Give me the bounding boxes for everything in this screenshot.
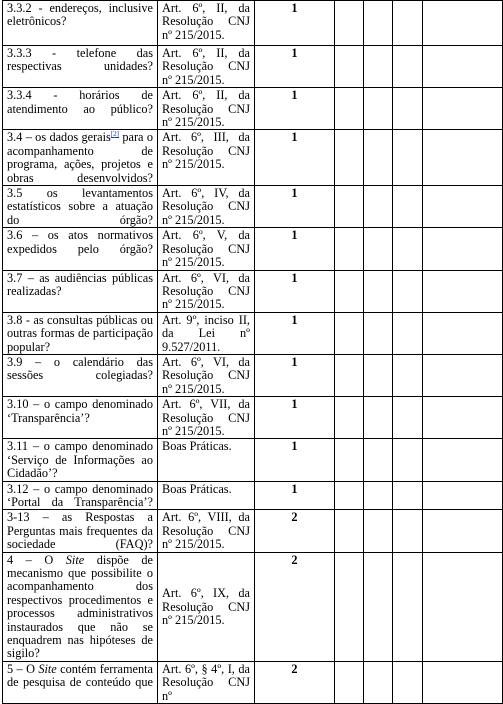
empty-cell xyxy=(423,661,503,703)
question-text: 4 – O xyxy=(7,552,66,567)
table-row xyxy=(3,397,503,439)
empty-cell xyxy=(364,130,393,186)
question-text: contém ferramenta de pesquisa de conteúdo que xyxy=(7,661,153,690)
empty-cell xyxy=(393,312,423,354)
reference-cell: Boas Práticas. xyxy=(158,439,255,481)
empty-cell xyxy=(393,228,423,270)
reference-cell: Art. 6º, II, da Resolução CNJ nº 215/2015. xyxy=(158,88,255,130)
reference-cell: Art. 6º, § 4º, I, da Resolução CNJ nº xyxy=(158,661,255,703)
empty-cell xyxy=(335,186,364,228)
empty-cell xyxy=(393,510,423,552)
empty-cell xyxy=(364,354,393,396)
score-cell: 1 xyxy=(255,228,335,270)
table-row xyxy=(3,130,503,186)
score-cell: 1 xyxy=(255,481,335,510)
empty-cell xyxy=(393,1,423,46)
table-row xyxy=(3,552,503,661)
question-cell: 3.6 – os atos normativos expedidos pelo órgão? xyxy=(3,228,158,270)
empty-cell xyxy=(423,228,503,270)
table-row xyxy=(3,1,503,46)
empty-cell xyxy=(335,661,364,703)
empty-cell xyxy=(335,510,364,552)
score-cell: 1 xyxy=(255,130,335,186)
reference-cell: Art. 6º, II, da Resolução CNJ nº 215/2015. xyxy=(158,1,255,46)
question-cell xyxy=(3,661,158,703)
empty-cell xyxy=(423,439,503,481)
table-row xyxy=(3,439,503,481)
empty-cell xyxy=(423,186,503,228)
empty-cell xyxy=(364,481,393,510)
empty-cell xyxy=(393,354,423,396)
table-row xyxy=(3,228,503,270)
empty-cell xyxy=(423,130,503,186)
empty-cell xyxy=(364,312,393,354)
score-cell: 1 xyxy=(255,270,335,312)
question-text: Site xyxy=(65,552,85,567)
empty-cell xyxy=(423,46,503,88)
empty-cell xyxy=(364,1,393,46)
empty-cell xyxy=(393,46,423,88)
empty-cell xyxy=(335,1,364,46)
empty-cell xyxy=(393,397,423,439)
reference-cell: Art. 6º, VI, da Resolução CNJ nº 215/2015. xyxy=(158,354,255,396)
reference-cell: Art. 6º, VIII, da Resolução CNJ nº 215/2015. xyxy=(158,510,255,552)
empty-cell xyxy=(364,661,393,703)
question-cell: 3.3.3 - telefone das respectivas unidades? xyxy=(3,46,158,88)
empty-cell xyxy=(364,552,393,661)
question-cell xyxy=(3,130,158,186)
question-cell: 3.8 - as consultas públicas ou outras formas de participação popular? xyxy=(3,312,158,354)
question-cell: 3.10 – o campo denominado ‘Transparência’? xyxy=(3,397,158,439)
reference-cell: Art. 6º, V, da Resolução CNJ nº 215/2015. xyxy=(158,228,255,270)
table-row xyxy=(3,88,503,130)
empty-cell xyxy=(423,552,503,661)
reference-cell: Art. 6º, VI, da Resolução CNJ nº 215/2015. xyxy=(158,270,255,312)
reference-cell: Art. 6º, II, da Resolução CNJ nº 215/2015. xyxy=(158,46,255,88)
empty-cell xyxy=(335,439,364,481)
empty-cell xyxy=(393,270,423,312)
question-text: 5 – O xyxy=(7,661,39,676)
empty-cell xyxy=(393,186,423,228)
question-text: dispõe de mecanismo que possibilite o acompanhamento dos respectivos procedimentos e processos administrativos instaurados que não se enquadrem nas hipóteses de sigilo? xyxy=(7,552,153,661)
question-cell xyxy=(3,552,158,661)
empty-cell xyxy=(364,510,393,552)
score-cell: 1 xyxy=(255,46,335,88)
reference-cell: Boas Práticas. xyxy=(158,481,255,510)
score-cell: 2 xyxy=(255,552,335,661)
empty-cell xyxy=(364,228,393,270)
empty-cell xyxy=(423,270,503,312)
score-cell: 1 xyxy=(255,186,335,228)
question-cell: 3.5 os levantamentos estatísticos sobre a atuação do órgão? xyxy=(3,186,158,228)
table-row xyxy=(3,270,503,312)
score-cell: 1 xyxy=(255,439,335,481)
empty-cell xyxy=(335,88,364,130)
empty-cell xyxy=(423,88,503,130)
table-row xyxy=(3,46,503,88)
empty-cell xyxy=(364,186,393,228)
table-row xyxy=(3,661,503,703)
evaluation-table xyxy=(2,0,503,704)
empty-cell xyxy=(335,130,364,186)
reference-cell: Art. 6º, III, da Resolução CNJ nº 215/2015. xyxy=(158,130,255,186)
empty-cell xyxy=(393,481,423,510)
empty-cell xyxy=(423,1,503,46)
footnote-link[interactable]: [2] xyxy=(110,130,120,139)
score-cell: 1 xyxy=(255,1,335,46)
question-text: 3.4 – os dados gerais xyxy=(7,130,111,145)
reference-cell: Art. 6º, IV, da Resolução CNJ nº 215/2015. xyxy=(158,186,255,228)
empty-cell xyxy=(335,481,364,510)
empty-cell xyxy=(335,228,364,270)
score-cell: 1 xyxy=(255,354,335,396)
empty-cell xyxy=(335,354,364,396)
empty-cell xyxy=(364,88,393,130)
score-cell: 2 xyxy=(255,510,335,552)
question-text: Site xyxy=(38,661,57,676)
empty-cell xyxy=(393,130,423,186)
question-cell: 3.3.2 - endereços, inclusive eletrônicos? xyxy=(3,1,158,46)
empty-cell xyxy=(423,481,503,510)
score-cell: 2 xyxy=(255,661,335,703)
empty-cell xyxy=(423,397,503,439)
empty-cell xyxy=(423,312,503,354)
table-row xyxy=(3,481,503,510)
question-text: para o acompanhamento de programa, ações, projetos e obras desenvolvidos? xyxy=(7,130,153,185)
empty-cell xyxy=(423,354,503,396)
empty-cell xyxy=(423,510,503,552)
score-cell: 1 xyxy=(255,88,335,130)
empty-cell xyxy=(364,397,393,439)
question-cell: 3.3.4 - horários de atendimento ao público? xyxy=(3,88,158,130)
reference-cell: Art. 9º, inciso II, da Lei nº 9.527/2011. xyxy=(158,312,255,354)
reference-cell: Art. 6º, VII, da Resolução CNJ nº 215/2015. xyxy=(158,397,255,439)
empty-cell xyxy=(335,270,364,312)
empty-cell xyxy=(335,46,364,88)
table-row xyxy=(3,510,503,552)
empty-cell xyxy=(364,46,393,88)
empty-cell xyxy=(393,439,423,481)
table-row xyxy=(3,186,503,228)
empty-cell xyxy=(335,397,364,439)
empty-cell xyxy=(335,552,364,661)
empty-cell xyxy=(393,88,423,130)
table-row xyxy=(3,312,503,354)
empty-cell xyxy=(364,439,393,481)
question-cell: 3.9 – o calendário das sessões colegiadas? xyxy=(3,354,158,396)
empty-cell xyxy=(393,552,423,661)
question-cell: 3.12 – o campo denominado ‘Portal da Transparência’? xyxy=(3,481,158,510)
question-cell: 3.7 – as audiências públicas realizadas? xyxy=(3,270,158,312)
empty-cell xyxy=(335,312,364,354)
score-cell: 1 xyxy=(255,312,335,354)
question-cell: 3.11 – o campo denominado ‘Serviço de Informações ao Cidadão’? xyxy=(3,439,158,481)
reference-cell: Art. 6º, IX, da Resolução CNJ nº 215/2015. xyxy=(158,552,255,661)
table-row xyxy=(3,354,503,396)
question-cell: 3-13 – as Respostas a Perguntas mais frequentes da sociedade (FAQ)? xyxy=(3,510,158,552)
empty-cell xyxy=(393,661,423,703)
empty-cell xyxy=(364,270,393,312)
score-cell: 1 xyxy=(255,397,335,439)
